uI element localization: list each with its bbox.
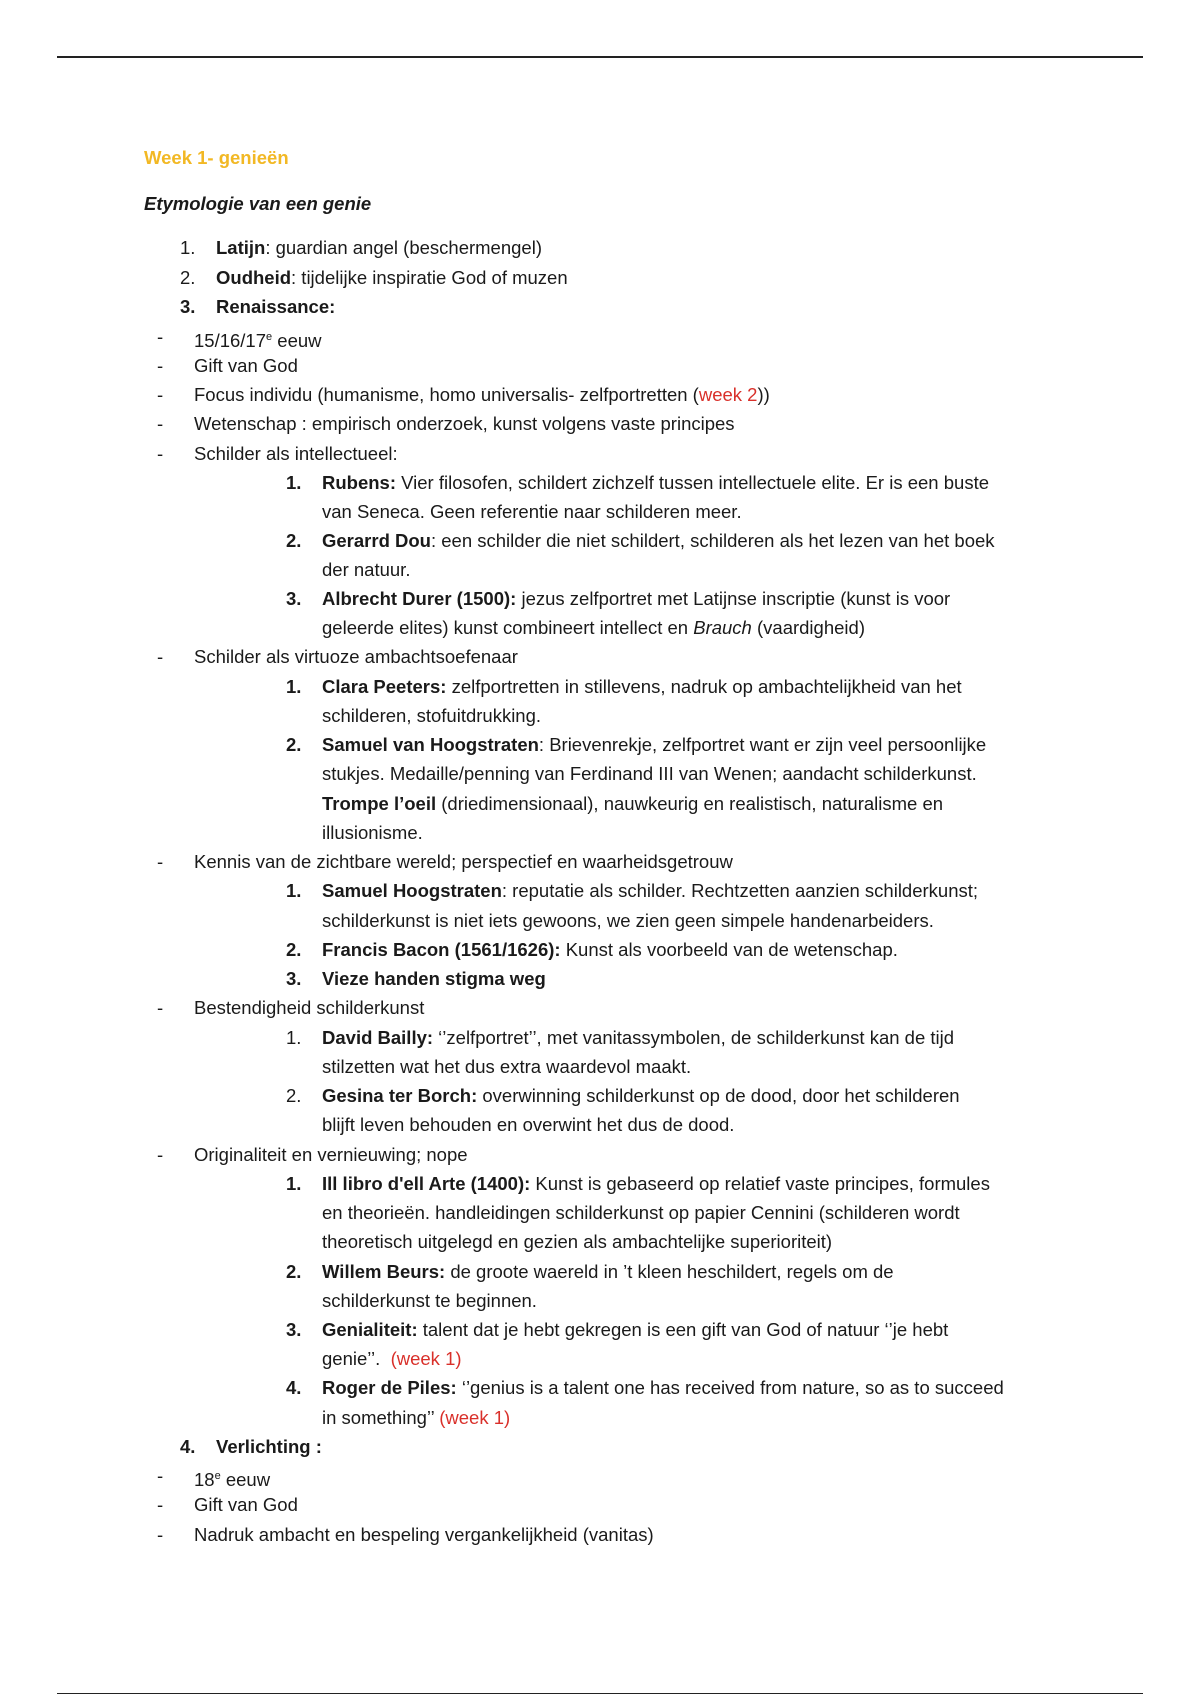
sub-item-samuel-cont1: stukjes. Medaille/penning van Ferdinand III van Wenen; aandacht schilderkunst. (322, 763, 977, 784)
header-rule (57, 56, 1143, 58)
sub-item-piles-cont: in something’’ (week 1) (322, 1407, 511, 1428)
section-subtitle: Etymologie van een genie (144, 193, 372, 214)
sub-item-gesina-cont: blijft leven behouden en overwint het dus de dood. (322, 1114, 735, 1135)
footer-rule (57, 1693, 1143, 1694)
sub-item-dou-cont: der natuur. (322, 559, 411, 580)
sub-item-bailly-cont: stilzetten wat het dus extra waardevol maakt. (322, 1056, 692, 1077)
sub-item-rubens-cont: van Seneca. Geen referentie naar schilderen meer. (322, 501, 742, 522)
sub-item-durer-cont: geleerde elites) kunst combineert intellect en Brauch (vaardigheid) (322, 617, 865, 638)
sub-item-hoogstraten-cont: schilderkunst is niet iets gewoons, we zien geen simpele handenarbeiders. (322, 910, 934, 931)
sub-item-genialiteit-cont: genie’’. (week 1) (322, 1348, 462, 1369)
sub-item-samuel-cont2: Trompe l’oeil (driedimensionaal), nauwkeurig en realistisch, naturalisme en (322, 793, 944, 814)
page-title: Week 1- genieën (144, 147, 289, 168)
sub-item-beurs-cont: schilderkunst te beginnen. (322, 1290, 537, 1311)
sub-item-samuel-cont3: illusionisme. (322, 822, 423, 843)
sub-item-clara-cont: schilderen, stofuitdrukking. (322, 705, 542, 726)
sub-item-libro-cont2: theoretisch uitgelegd en gezien als ambachtelijke superioriteit) (322, 1231, 833, 1252)
sub-item-libro-cont1: en theorieën. handleidingen schilderkunst op papier Cennini (schilderen wordt (322, 1202, 960, 1223)
